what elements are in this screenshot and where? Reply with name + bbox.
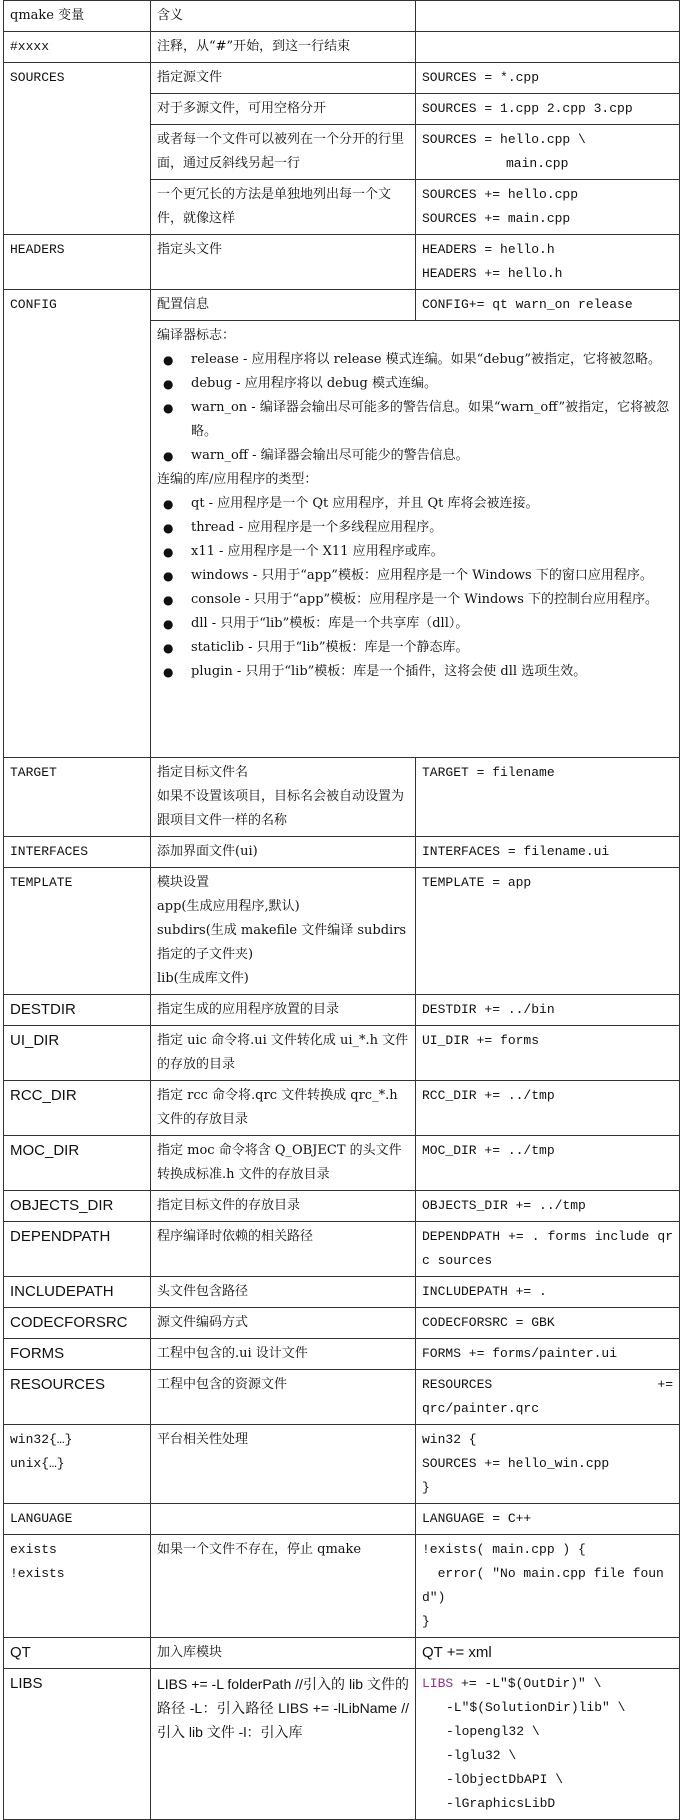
example-language: LANGUAGE = C++ (416, 1504, 680, 1535)
var-interfaces: INTERFACES (4, 837, 151, 868)
example-sources-2: SOURCES = 1.cpp 2.cpp 3.cpp (416, 94, 680, 125)
list-item: ● release - 应用程序将以 release 模式连编。如果“debug”被指定，它将被忽略。 (157, 348, 673, 372)
qmake-variables-document (3, 0, 679, 1820)
desc-ui-dir: 指定 uic 命令将.ui 文件转化成 ui_*.h 文件的存放的目录 (151, 1026, 416, 1081)
list-item: ● staticlib - 只用于“lib”模板：库是一个静态库。 (157, 636, 673, 660)
var-exists (4, 1535, 151, 1638)
example-dependpath: DEPENDPATH += . forms include qrc sources (416, 1222, 680, 1277)
list-item: ● warn_on - 编译器会输出尽可能多的警告信息。如果“warn_off”被指定，它将被忽略。 (157, 396, 673, 444)
desc-target (151, 758, 416, 837)
table-row (4, 837, 680, 868)
example-comment (416, 32, 680, 63)
var-rcc-dir: RCC_DIR (4, 1081, 151, 1136)
qmake-variables-table (3, 0, 680, 1820)
table-row (4, 1136, 680, 1191)
desc-destdir: 指定生成的应用程序放置的目录 (151, 995, 416, 1026)
var-template: TEMPLATE (4, 868, 151, 995)
desc-line: subdirs(生成 makefile 文件编译 subdirs 指定的子文件夹) (157, 923, 411, 962)
table-header-row (4, 1, 680, 32)
example-sources-4 (416, 180, 680, 235)
var-qt: QT (4, 1638, 151, 1669)
table-row (4, 868, 680, 995)
table-row (4, 758, 680, 837)
desc-rcc-dir: 指定 rcc 命令将.qrc 文件转换成 qrc_*.h 文件的存放目录 (151, 1081, 416, 1136)
code-token: += (657, 1377, 673, 1392)
code-line: SOURCES += hello_win.cpp (422, 1456, 610, 1471)
table-row (4, 995, 680, 1026)
example-resources (416, 1370, 680, 1425)
example-objects-dir: OBJECTS_DIR += ../tmp (416, 1191, 680, 1222)
desc-libs: LIBS += -L folderPath //引入的 lib 文件的路径 -L：引入路径 LIBS += -lLibName //引入 lib 文件 -l：引入库 (151, 1669, 416, 1820)
var-line: unix{…} (10, 1456, 65, 1471)
table-row (4, 1425, 680, 1504)
code-line: !exists( main.cpp ) { (422, 1542, 586, 1557)
example-moc-dir: MOC_DIR += ../tmp (416, 1136, 680, 1191)
code-line: -L"$(SolutionDir)lib" \ (446, 1700, 626, 1715)
var-config: CONFIG (4, 290, 151, 758)
example-interfaces: INTERFACES = filename.ui (416, 837, 680, 868)
table-row (4, 1339, 680, 1370)
table-row (4, 1277, 680, 1308)
example-headers (416, 235, 680, 290)
var-sources: SOURCES (4, 63, 151, 235)
table-row (4, 63, 680, 94)
example-template: TEMPLATE = app (416, 868, 680, 995)
code-line (422, 1672, 673, 1696)
example-codecforsrc: CODECFORSRC = GBK (416, 1308, 680, 1339)
example-sources-1: SOURCES = *.cpp (416, 63, 680, 94)
table-row (4, 1191, 680, 1222)
build-types-list (157, 492, 673, 684)
var-forms: FORMS (4, 1339, 151, 1370)
example-forms: FORMS += forms/painter.ui (416, 1339, 680, 1370)
list-item: ● dll - 只用于“lib”模板：库是一个共享库（dll）。 (157, 612, 673, 636)
code-line: qrc/painter.qrc (422, 1401, 540, 1416)
desc-qt: 加入库模块 (151, 1638, 416, 1669)
code-line: -lGraphicsLibD (446, 1796, 556, 1811)
table-row (4, 1081, 680, 1136)
example-rcc-dir: RCC_DIR += ../tmp (416, 1081, 680, 1136)
code-line: } (422, 1480, 430, 1495)
example-includepath: INCLUDEPATH += . (416, 1277, 680, 1308)
code-line: -lglu32 \ (446, 1748, 517, 1763)
list-item: ● qt - 应用程序是一个 Qt 应用程序，并且 Qt 库将会被连接。 (157, 492, 673, 516)
var-ui-dir: UI_DIR (4, 1026, 151, 1081)
desc-template (151, 868, 416, 995)
var-line: win32{…} (10, 1432, 73, 1447)
list-item: ● debug - 应用程序将以 debug 模式连编。 (157, 372, 673, 396)
example-destdir: DESTDIR += ../bin (416, 995, 680, 1026)
var-dependpath: DEPENDPATH (4, 1222, 151, 1277)
code-line: } (422, 1614, 430, 1629)
desc-sources-3: 或者每一个文件可以被列在一个分开的行里面，通过反斜线另起一行 (151, 125, 416, 180)
desc-sources-2: 对于多源文件，可用空格分开 (151, 94, 416, 125)
var-codecforsrc: CODECFORSRC (4, 1308, 151, 1339)
header-meaning: 含义 (151, 1, 416, 32)
desc-platform: 平台相关性处理 (151, 1425, 416, 1504)
desc-line: 模块设置 (157, 875, 210, 890)
code-line: SOURCES += main.cpp (422, 211, 571, 226)
code-line: HEADERS = hello.h (422, 242, 555, 257)
desc-comment: 注释，从“#”开始，到这一行结束 (151, 32, 416, 63)
libs-keyword: LIBS (422, 1676, 454, 1691)
var-includepath: INCLUDEPATH (4, 1277, 151, 1308)
list-item: ● windows - 只用于“app”模板：应用程序是一个 Windows 下的窗口应用程序。 (157, 564, 673, 588)
header-example (416, 1, 680, 32)
desc-sources-1: 指定源文件 (151, 63, 416, 94)
code-line: error( "No main.cpp file found") (422, 1566, 664, 1605)
table-row (4, 1504, 680, 1535)
desc-forms: 工程中包含的.ui 设计文件 (151, 1339, 416, 1370)
var-resources: RESOURCES (4, 1370, 151, 1425)
var-objects-dir: OBJECTS_DIR (4, 1191, 151, 1222)
list-item: ● warn_off - 编译器会输出尽可能少的警告信息。 (157, 444, 673, 468)
config-options-cell (151, 321, 680, 758)
desc-config: 配置信息 (151, 290, 416, 321)
var-comment: #xxxx (4, 32, 151, 63)
compiler-flags-title: 编译器标志： (157, 328, 236, 343)
example-qt: QT += xml (416, 1638, 680, 1669)
var-target: TARGET (4, 758, 151, 837)
desc-dependpath: 程序编译时依赖的相关路径 (151, 1222, 416, 1277)
code-line: -lObjectDbAPI \ (446, 1772, 564, 1787)
code-line: SOURCES += hello.cpp (422, 187, 579, 202)
desc-objects-dir: 指定目标文件的存放目录 (151, 1191, 416, 1222)
table-row (4, 1222, 680, 1277)
var-libs: LIBS (4, 1669, 151, 1820)
example-exists (416, 1535, 680, 1638)
desc-sources-4: 一个更冗长的方法是单独地列出每一个文件，就像这样 (151, 180, 416, 235)
desc-language (151, 1504, 416, 1535)
desc-headers: 指定头文件 (151, 235, 416, 290)
desc-includepath: 头文件包含路径 (151, 1277, 416, 1308)
list-item: ● plugin - 只用于“lib”模板：库是一个插件，这将会使 dll 选项生效。 (157, 660, 673, 684)
desc-line: 指定目标文件名 (157, 765, 249, 780)
list-item: ● thread - 应用程序是一个多线程应用程序。 (157, 516, 673, 540)
header-variable: qmake 变量 (4, 1, 151, 32)
example-sources-3 (416, 125, 680, 180)
code-line: SOURCES = hello.cpp \ (422, 132, 586, 147)
desc-interfaces: 添加界面文件(ui) (151, 837, 416, 868)
desc-line: 如果不设置该项目，目标名会被自动设置为跟项目文件一样的名称 (157, 789, 405, 828)
example-target: TARGET = filename (416, 758, 680, 837)
table-row (4, 1026, 680, 1081)
code-line: main.cpp (506, 156, 569, 171)
table-row (4, 290, 680, 321)
var-line: !exists (10, 1566, 65, 1581)
table-row (4, 1638, 680, 1669)
code-token: RESOURCES (422, 1377, 493, 1392)
var-headers: HEADERS (4, 235, 151, 290)
var-destdir: DESTDIR (4, 995, 151, 1026)
example-platform (416, 1425, 680, 1504)
example-libs (416, 1669, 680, 1820)
code-line (422, 1373, 673, 1397)
table-row (4, 1370, 680, 1425)
table-row (4, 235, 680, 290)
table-row (4, 1535, 680, 1638)
desc-moc-dir: 指定 moc 命令将含 Q_OBJECT 的头文件转换成标准.h 文件的存放目录 (151, 1136, 416, 1191)
list-item: ● console - 只用于“app”模板：应用程序是一个 Windows 下的控制台应用程序。 (157, 588, 673, 612)
var-platform (4, 1425, 151, 1504)
var-moc-dir: MOC_DIR (4, 1136, 151, 1191)
desc-exists: 如果一个文件不存在，停止 qmake (151, 1535, 416, 1638)
table-row (4, 1669, 680, 1820)
example-ui-dir: UI_DIR += forms (416, 1026, 680, 1081)
code-line: -lopengl32 \ (446, 1724, 540, 1739)
example-config: CONFIG+= qt warn_on release (416, 290, 680, 321)
desc-codecforsrc: 源文件编码方式 (151, 1308, 416, 1339)
code-line: win32 { (422, 1432, 477, 1447)
desc-line: app(生成应用程序,默认) (157, 899, 300, 914)
table-row (4, 32, 680, 63)
list-item: ● x11 - 应用程序是一个 X11 应用程序或库。 (157, 540, 673, 564)
table-row (4, 1308, 680, 1339)
desc-resources: 工程中包含的资源文件 (151, 1370, 416, 1425)
build-types-title: 连编的库/应用程序的类型： (157, 472, 318, 487)
var-language: LANGUAGE (4, 1504, 151, 1535)
code-token: += -L"$(OutDir)" \ (453, 1676, 602, 1691)
var-line: exists (10, 1542, 57, 1557)
code-line: HEADERS += hello.h (422, 266, 563, 281)
compiler-flags-list (157, 348, 673, 468)
desc-line: lib(生成库文件) (157, 971, 249, 986)
